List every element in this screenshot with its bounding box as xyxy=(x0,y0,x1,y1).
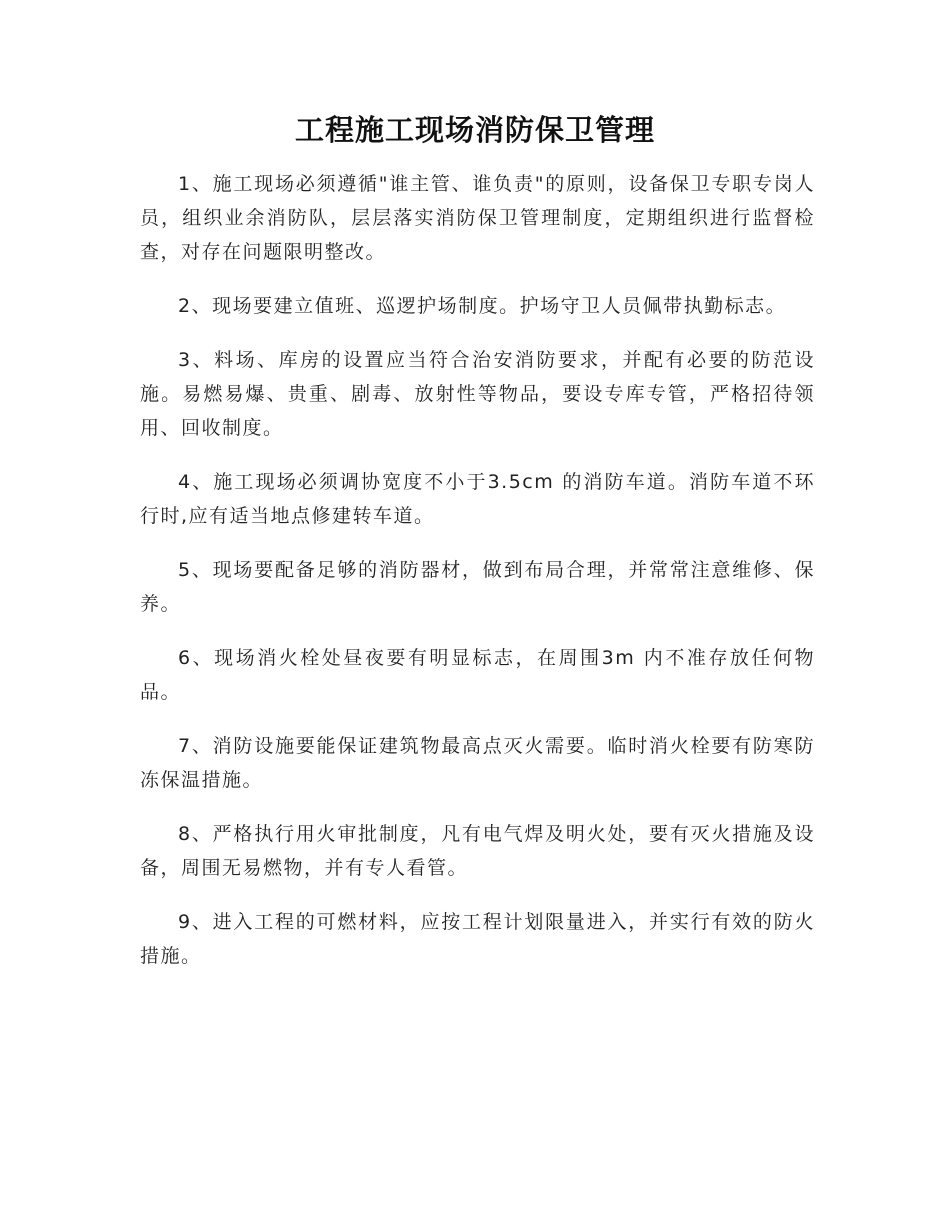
paragraph-6: 6、现场消火栓处昼夜要有明显标志，在周围3m 内不准存放任何物品。 xyxy=(140,647,815,703)
paragraph-1: 1、施工现场必须遵循"谁主管、谁负责"的原则，设备保卫专职专岗人员，组织业余消防队，层层落实消防保卫管理制度，定期组织进行监督检查，对存在问题限明整改。 xyxy=(140,173,815,263)
paragraph-4: 4、施工现场必须调协宽度不小于3.5cm 的消防车道。消防车道不环行时,应有适当地点修建转车道。 xyxy=(140,471,815,527)
paragraph-3: 3、料场、库房的设置应当符合治安消防要求，并配有必要的防范设施。易燃易爆、贵重、剧毒、放射性等物品，要设专库专管，严格招待领用、回收制度。 xyxy=(140,349,815,439)
paragraph-8: 8、严格执行用火审批制度，凡有电气焊及明火处，要有灭火措施及设备，周围无易燃物，并有专人看管。 xyxy=(140,823,815,879)
document-body xyxy=(140,167,815,993)
paragraph-2: 2、现场要建立值班、巡逻护场制度。护场守卫人员佩带执勤标志。 xyxy=(178,295,787,317)
document-title: 工程施工现场消防保卫管理 xyxy=(294,113,655,147)
paragraph-9: 9、进入工程的可燃材料，应按工程计划限量进入，并实行有效的防火措施。 xyxy=(140,911,815,967)
paragraph-5: 5、现场要配备足够的消防器材，做到布局合理，并常常注意维修、保养。 xyxy=(140,559,815,615)
paragraph-7: 7、消防设施要能保证建筑物最高点灭火需要。临时消火栓要有防寒防冻保温措施。 xyxy=(140,735,815,791)
